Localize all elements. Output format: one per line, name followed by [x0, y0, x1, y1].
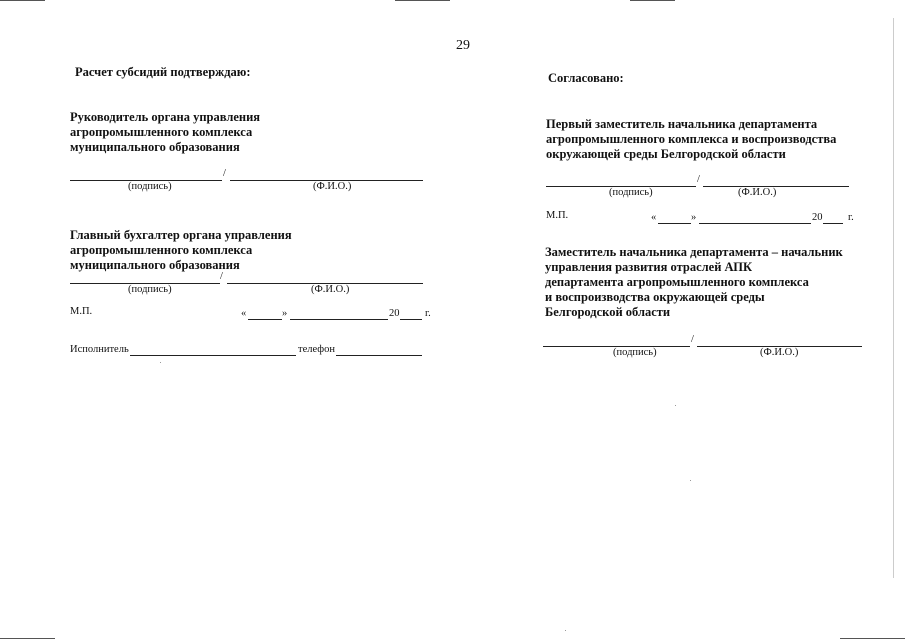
date-year-line[interactable] [400, 319, 422, 320]
accountant-title-line: агропромышленного комплекса [70, 243, 253, 257]
date-quote-close: » [282, 308, 288, 319]
phone-label: телефон [298, 344, 335, 355]
right-heading: Согласовано: [548, 71, 624, 85]
name-caption: (Ф.И.О.) [313, 181, 352, 192]
date-month-line[interactable] [699, 223, 811, 224]
scan-speck [675, 405, 676, 406]
head-title-line: агропромышленного комплекса [70, 125, 253, 139]
name-caption: (Ф.И.О.) [311, 284, 350, 295]
scan-edge-top-left [0, 0, 45, 1]
stamp-place-label: М.П. [70, 306, 93, 317]
date-quote-open: « [241, 308, 247, 319]
date-quote-open: « [651, 212, 657, 223]
deputy-line: управления развития отраслей АПК [545, 260, 753, 274]
accountant-title-line: Главный бухгалтер органа управления [70, 228, 292, 242]
date-year-prefix: 20 [812, 212, 823, 223]
head-title-block [70, 110, 260, 155]
signature-caption: (подпись) [609, 187, 653, 198]
first-deputy-block [546, 117, 836, 162]
name-caption: (Ф.И.О.) [738, 187, 777, 198]
deputy-line: Заместитель начальника департамента – начальник [545, 245, 843, 259]
left-heading: Расчет субсидий подтверждаю: [75, 65, 251, 79]
page-number: 29 [456, 38, 470, 53]
first-deputy-line: агропромышленного комплекса и воспроизводства [546, 132, 837, 146]
stamp-place-label: М.П. [546, 210, 569, 221]
date-year-suffix: г. [425, 308, 431, 319]
signature-caption: (подпись) [128, 284, 172, 295]
scan-edge-bottom-left [0, 638, 55, 639]
signature-slash: / [223, 168, 226, 179]
date-month-line[interactable] [290, 319, 388, 320]
first-deputy-line: Первый заместитель начальника департамента [546, 117, 818, 131]
head-title-line: муниципального образования [70, 140, 240, 154]
date-day-line[interactable] [248, 319, 282, 320]
signature-caption: (подпись) [613, 347, 657, 358]
executor-line[interactable] [130, 355, 296, 356]
scan-edge-bottom-right [840, 638, 905, 639]
executor-label: Исполнитель [70, 344, 129, 355]
deputy-line: Белгородской области [545, 305, 671, 319]
date-year-line[interactable] [823, 223, 843, 224]
scan-speck [690, 480, 691, 481]
scan-speck [160, 362, 161, 363]
signature-slash: / [220, 271, 223, 282]
accountant-title-block [70, 228, 292, 273]
date-day-line[interactable] [658, 223, 691, 224]
signature-slash: / [691, 334, 694, 345]
date-year-suffix: г. [848, 212, 854, 223]
deputy-block [545, 245, 843, 320]
scan-speck [893, 18, 894, 578]
date-quote-close: » [691, 212, 697, 223]
scan-speck [565, 630, 566, 631]
signature-slash: / [697, 174, 700, 185]
deputy-line: департамента агропромышленного комплекса [545, 275, 809, 289]
phone-line[interactable] [336, 355, 422, 356]
scan-edge-top-right [630, 0, 675, 1]
deputy-line: и воспроизводства окружающей среды [545, 290, 765, 304]
date-year-prefix: 20 [389, 308, 400, 319]
name-caption: (Ф.И.О.) [760, 347, 799, 358]
scan-edge-top-mid [395, 0, 450, 1]
head-title-line: Руководитель органа управления [70, 110, 261, 124]
first-deputy-line: окружающей среды Белгородской области [546, 147, 786, 161]
signature-caption: (подпись) [128, 181, 172, 192]
accountant-title-line: муниципального образования [70, 258, 240, 272]
